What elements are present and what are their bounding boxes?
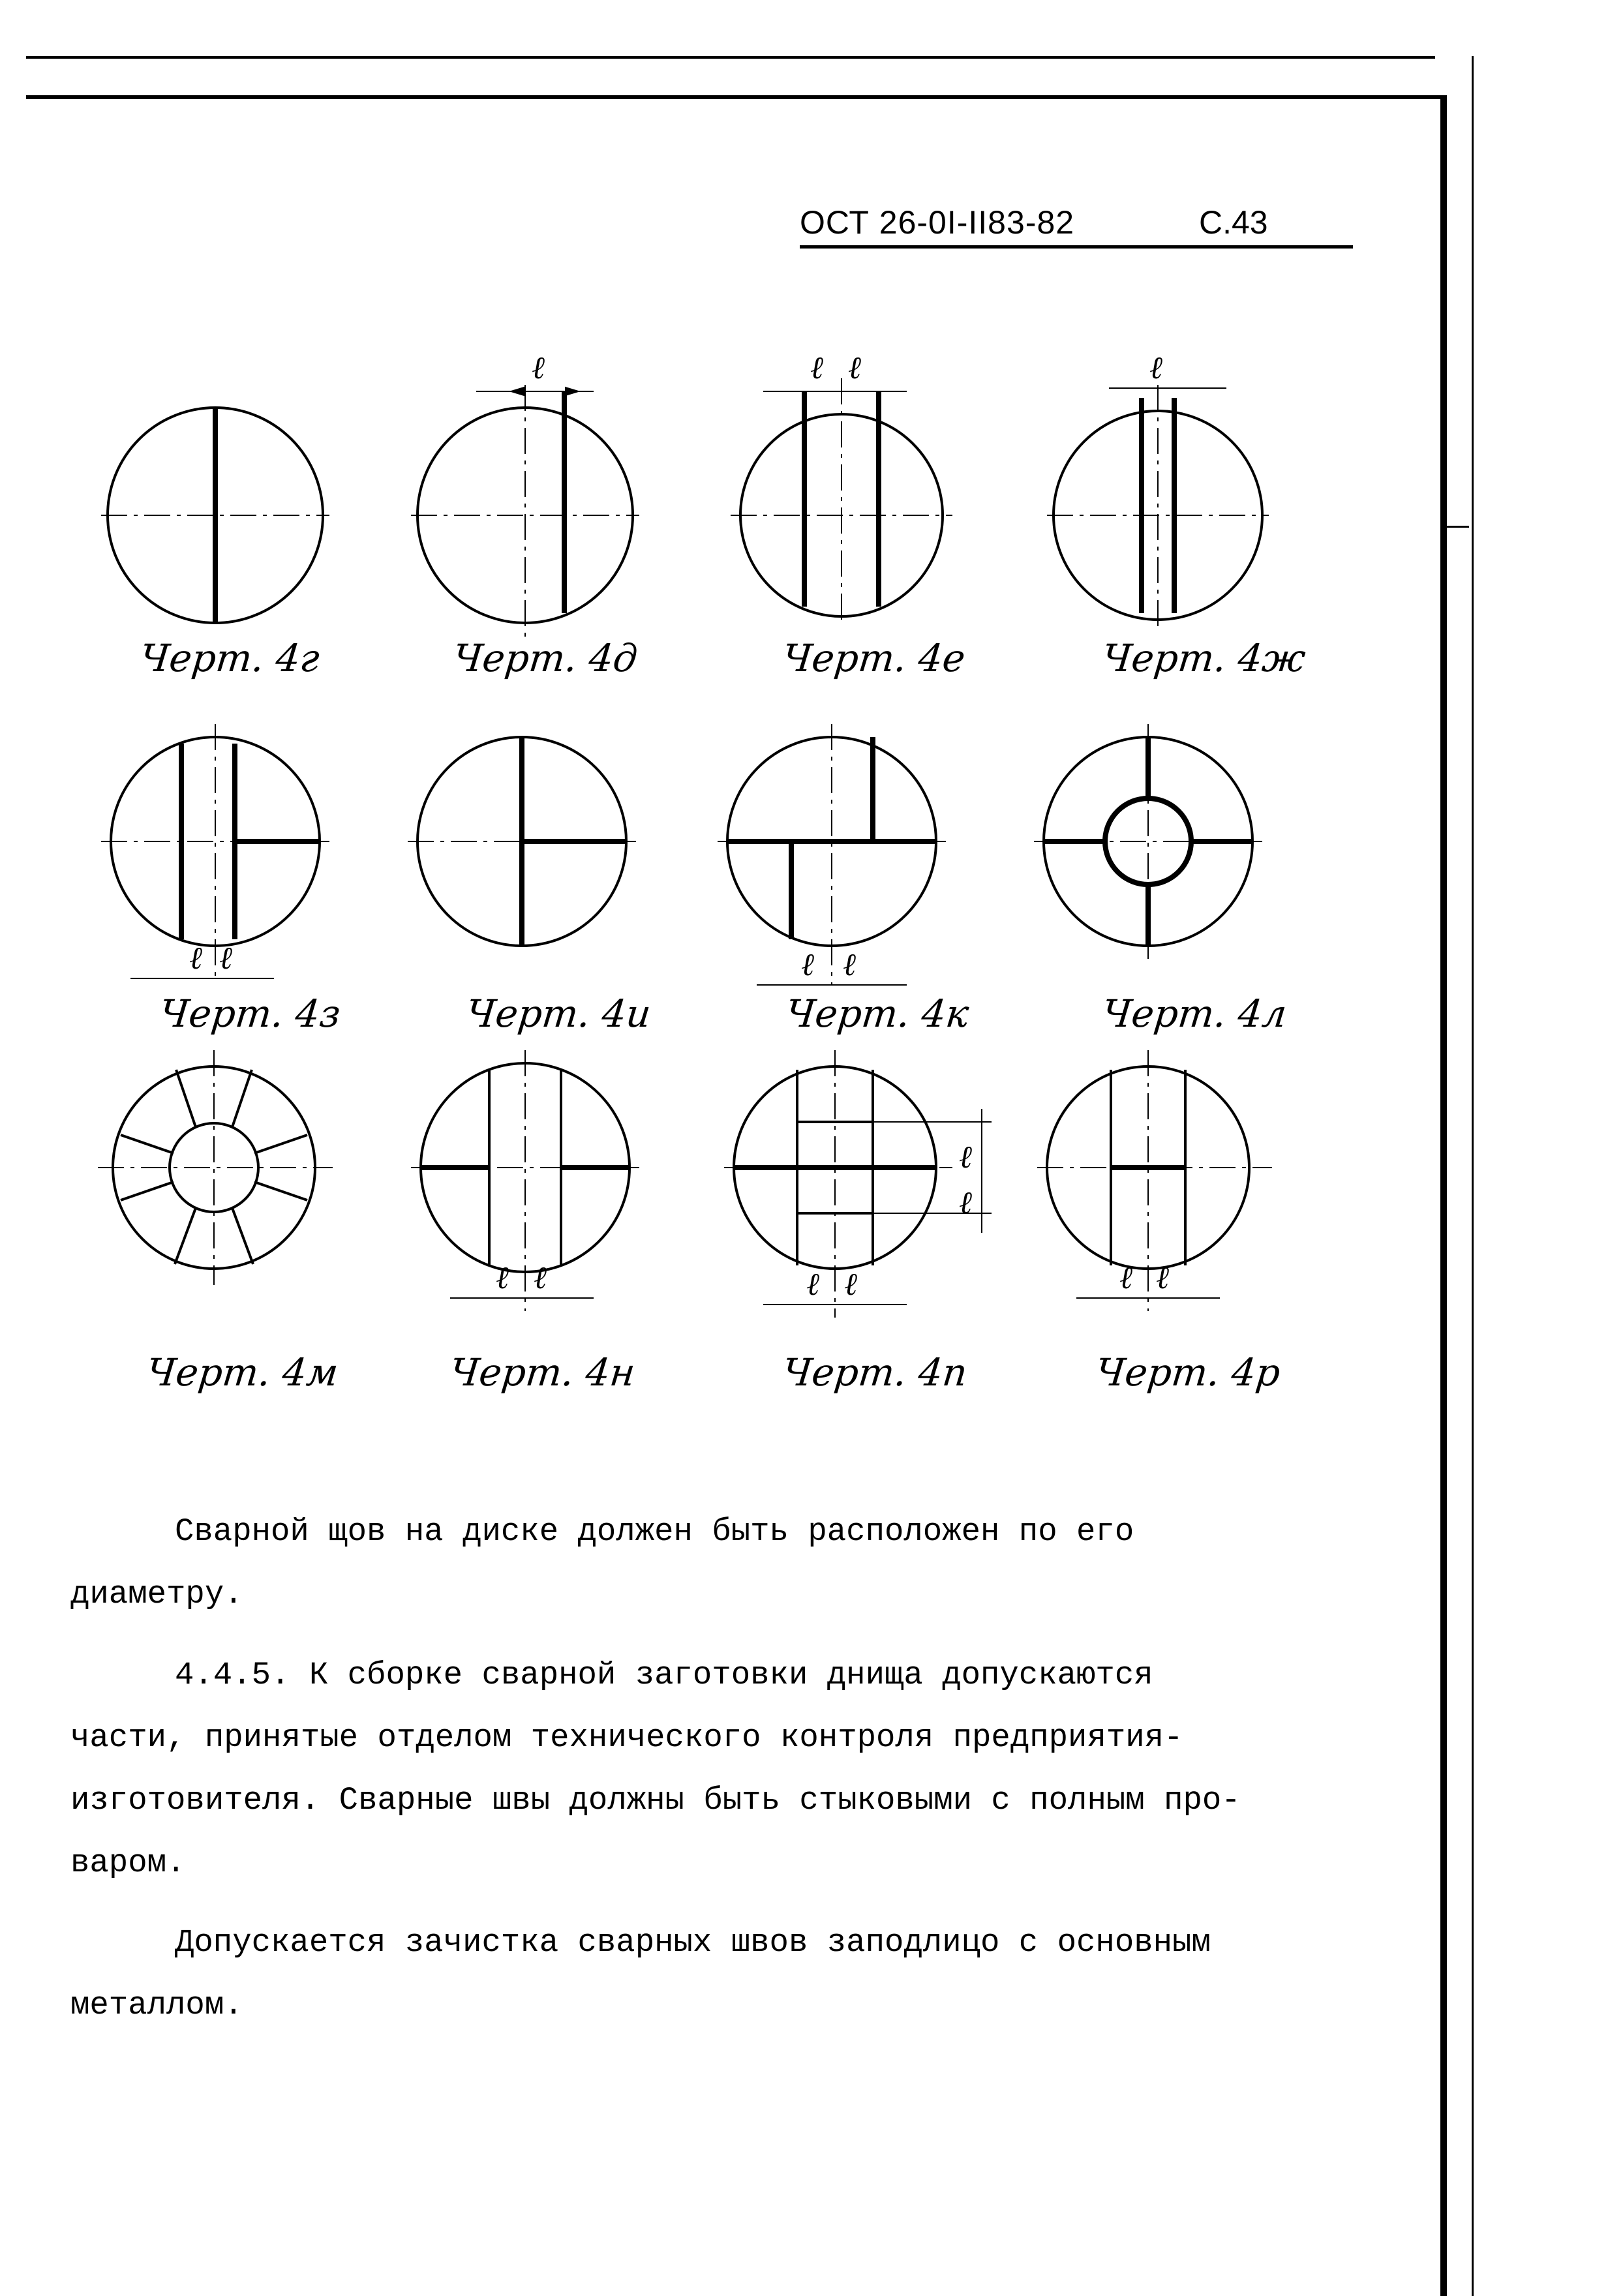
paragraph-line: изготовителя. Сварные швы должны быть стыковыми с полным про-: [70, 1782, 1241, 1819]
dim-label-4z-b: ℓ: [219, 940, 232, 976]
dim-label-4zh: ℓ: [1149, 350, 1162, 386]
dim-label-4p-c: ℓ: [959, 1139, 972, 1175]
caption-4k: Черт. 4к: [783, 991, 971, 1036]
document-code: ОСТ 26-0I-II83-82: [800, 204, 1075, 241]
caption-4m: Черт. 4м: [144, 1350, 341, 1395]
paragraph-line: диаметру.: [70, 1576, 243, 1612]
paragraph-4-4-5: [70, 1644, 1342, 1894]
paragraph-line: части, принятые отделом технического контроля предприятия-: [70, 1719, 1183, 1756]
caption-4r: Черт. 4р: [1093, 1350, 1282, 1395]
dim-label-4z-a: ℓ: [189, 940, 202, 976]
drawing-4d: [411, 385, 639, 639]
paragraph-line: металлом.: [70, 1987, 243, 2023]
dim-label-4p-d: ℓ: [959, 1185, 972, 1221]
dim-label-4e-a: ℓ: [810, 350, 823, 386]
caption-4i: Черт. 4и: [464, 991, 653, 1036]
dim-label-4n-a: ℓ: [496, 1260, 509, 1296]
drawing-4n: [411, 1050, 639, 1311]
caption-4n: Черт. 4н: [447, 1350, 637, 1395]
paragraph-line: Сварной щов на диске должен быть расположен по его: [175, 1513, 1134, 1550]
dim-label-4e-b: ℓ: [848, 350, 861, 386]
dim-label-4p-b: ℓ: [844, 1266, 857, 1303]
drawing-4l: [1034, 724, 1262, 959]
caption-4p: Черт. 4п: [780, 1350, 969, 1395]
drawing-4i: [408, 737, 636, 946]
dim-label-4r-a: ℓ: [1119, 1260, 1132, 1296]
drawing-4g: [101, 408, 329, 623]
caption-4zh: Черт. 4ж: [1100, 636, 1308, 680]
drawing-4zh: [1047, 385, 1269, 626]
dim-label-4k-a: ℓ: [801, 946, 814, 983]
drawing-4r: [1037, 1050, 1272, 1311]
drawing-4e: [731, 378, 952, 626]
paragraph-line: варом.: [70, 1845, 186, 1881]
caption-4l: Черт. 4л: [1100, 991, 1289, 1036]
page-number: С.43: [1199, 204, 1268, 241]
drawing-4z: [101, 724, 329, 978]
dim-label-4p-a: ℓ: [806, 1266, 819, 1303]
dim-label-4r-b: ℓ: [1156, 1260, 1169, 1296]
drawing-4k: [718, 724, 946, 985]
paragraph-cleaning: [70, 1911, 1342, 2036]
paragraph-weld-seam: [70, 1500, 1342, 1625]
drawing-4p: [724, 1050, 992, 1318]
dim-label-4d: ℓ: [532, 350, 545, 386]
drawing-4m: [98, 1050, 333, 1285]
caption-4g: Черт. 4г: [138, 636, 322, 680]
dim-label-4n-b: ℓ: [534, 1260, 547, 1296]
caption-4z: Черт. 4з: [157, 991, 343, 1036]
caption-4e: Черт. 4е: [780, 636, 967, 680]
dim-label-4k-b: ℓ: [843, 946, 856, 983]
paragraph-line: Допускается зачистка сварных швов заподлицо с основным: [175, 1924, 1211, 1961]
caption-4d: Черт. 4д: [451, 636, 640, 680]
paragraph-line: 4.4.5. К сборке сварной заготовки днища допускаются: [175, 1657, 1153, 1693]
